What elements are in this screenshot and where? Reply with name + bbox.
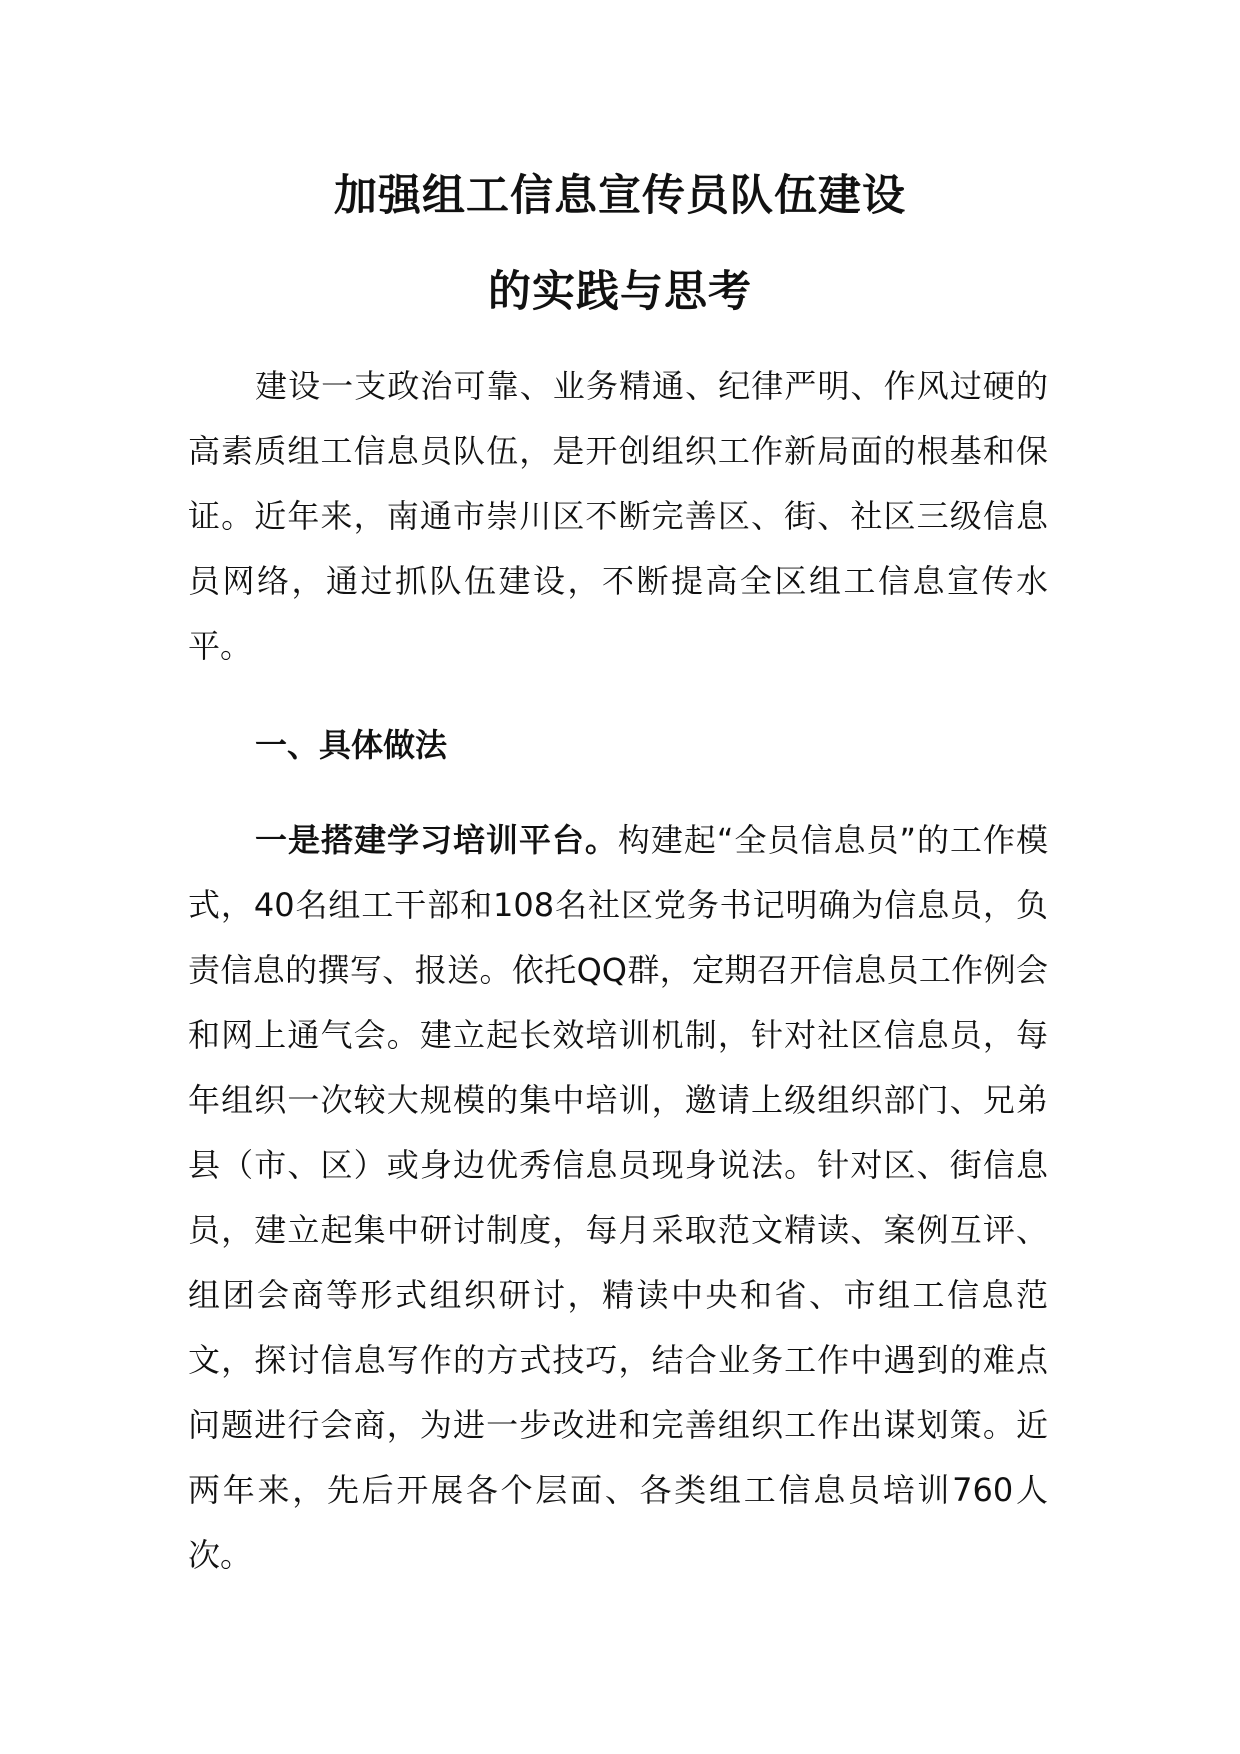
point-text: 构建起“全员信息员”的工作模式，40名组工干部和108名社区党务书记明确为信息员，负责信息的撰写、报送。依托QQ群，定期召开信息员工作例会和网上通气会。建立起长效培训机制，针对社区信息员，每年组织一次较大规模的集中培训，邀请上级组织部门、兄弟县（市、区）或身边优秀信息员现身说法。针对区、街信息员，建立起集中研讨制度，每月采取范文精读、案例互评、组团会商等形式组织研讨，精读中央和省、市组工信息范文，探讨信息写作的方式技巧，结合业务工作中遇到的难点问题进行会商，为进一步改进和完善组织工作出谋划策。近两年来，先后开展各个层面、各类组工信息员培训760人次。 xyxy=(188,821,1048,1574)
point-lead: 一是搭建学习培训平台。 xyxy=(255,821,618,859)
section-heading: 一、具体做法 xyxy=(255,726,448,764)
point-paragraph xyxy=(188,808,1048,1588)
title-line-1: 加强组工信息宣传员队伍建设 xyxy=(334,171,906,221)
intro-paragraph: 建设一支政治可靠、业务精通、纪律严明、作风过硬的高素质组工信息员队伍，是开创组织工作新局面的根基和保证。近年来，南通市崇川区不断完善区、街、社区三级信息员网络，通过抓队伍建设，不断提高全区组工信息宣传水平。 xyxy=(188,367,1048,665)
title-line-2: 的实践与思考 xyxy=(488,267,752,317)
